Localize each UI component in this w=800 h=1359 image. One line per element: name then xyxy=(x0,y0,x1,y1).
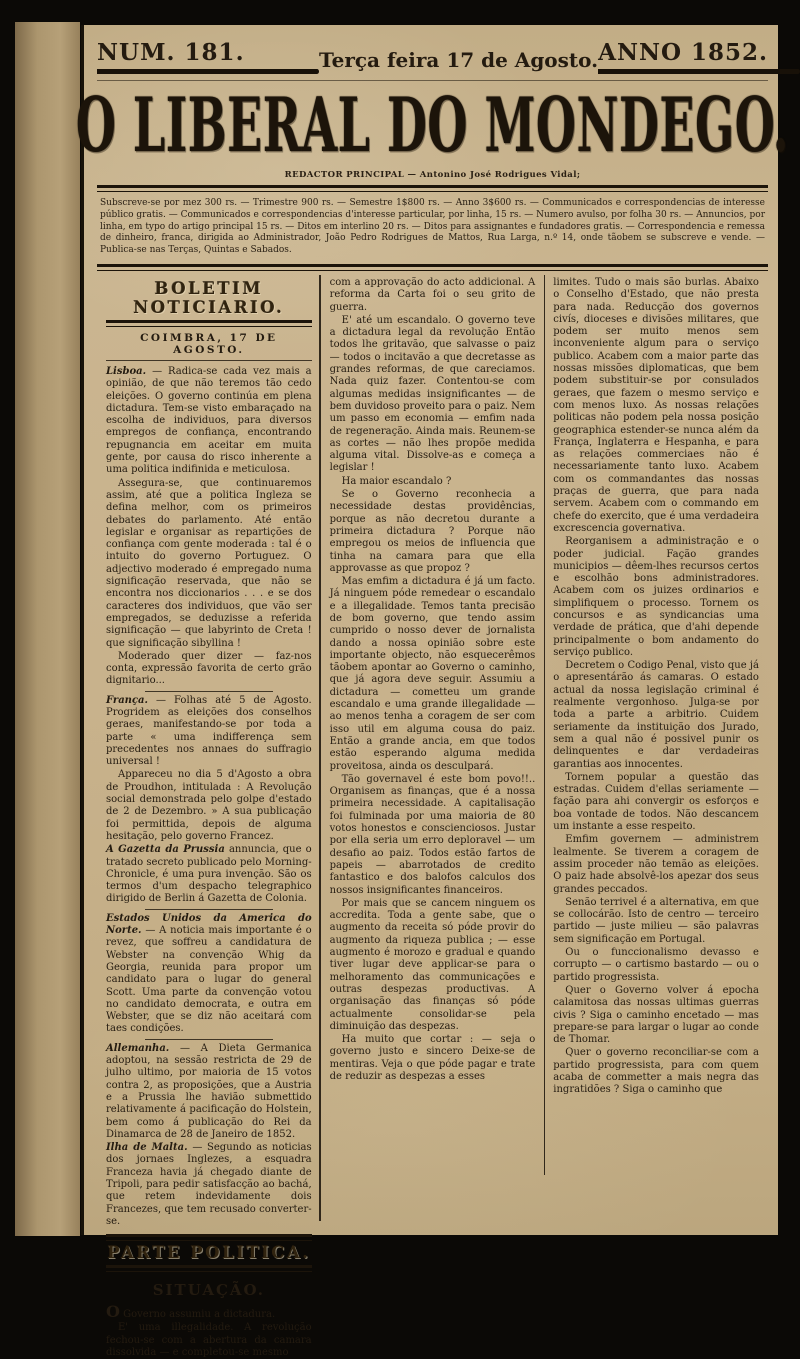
decorative-rule xyxy=(106,1265,312,1272)
decorative-rule xyxy=(598,69,800,74)
article-paragraph: limites. Tudo o mais são burlas. Abaixo o Conselho d'Estado, que não presta para nada. Reducção dos governos civís, dioceses e divisões militares, que podem ser muito menos sem inconveniente algum para o serviço publico. Acabem com a maior parte das nossas missões diplomaticas, que bem podem substituir-se por consulados geraes, que fazem o mesmo serviço e com menos luxo. As nossas relações politicas não podem pela nossa posição geographica estender-se nunca além da França, Inglaterra e Hespanha, e para as relações commerciaes não é necessariamente tanto luxo. Acabem com os commandantes das nossas praças de guerra, que para nada servem. Acabem com o commando em chefe do exercito, que é uma verdadeira excrescencia governativa. xyxy=(553,276,759,534)
article-paragraph: Tão governavel é este bom povo!!.. Organisem as finanças, que é a nossa primeira necessidade. A capitalisação foi fulminada por uma maioria de 80 votos honestos e conscienciosos. Justar por ella seria um erro deploravel — um desafio ao paiz. Todos estão fartos de papeis — abarrotados de credito fantastico e dos balofos calculos dos nossos insignificantes financeiros. xyxy=(329,773,536,896)
article-text: — Folhas até 5 de Agosto. Progridem as eleições dos conselhos geraes, manifestando-se por toda a parte « uma indifferença sem precedentes nos annaes do suffragio universal ! xyxy=(106,694,312,768)
article-paragraph: Quer o governo reconciliar-se com a partido progressista, para com quem acaba de commetter a mais negra das ingratidões ? Siga o caminho que xyxy=(553,1047,759,1096)
article-paragraph xyxy=(106,844,312,905)
issue-number: NUM. 181. xyxy=(97,39,245,66)
decorative-rule xyxy=(97,185,768,192)
bound-volume-gutter xyxy=(15,22,80,1236)
article-lead: Ilha de Malta. xyxy=(106,1142,188,1154)
article-paragraph xyxy=(106,366,312,477)
article-paragraph: E' até um escandalo. O governo teve a dictadura legal da revolução Então todos lhe gritavão, que salvasse o paiz — todos o incitavão a que decretasse as grandes reformas, de que careciamos. Nada quiz fazer. Contentou-se com algumas medidas insignificantes — de bem duvidoso proveito para o paiz. Nem um passo em economia — emfim nada de regeneração. Ainda mais. Reunem-se as cortes — não lhes propõe medida alguma vital. Dissolve-as e começa a legislar ! xyxy=(329,314,536,474)
article-paragraph: Emfim governem — administrem lealmente. Se tiverem a coragem de assim proceder não temão as eleições. O paiz hade absolvê-los apezar dos seus grandes peccados. xyxy=(553,834,759,895)
article-text: — A noticia mais importante é o revez, que soffreu a candidatura de Webster na convenção Whig da Georgia, reunida para propor um candidato para o lugar do general Scott. Uma parte da convenção votou no candidato democrata, e outra em Webster, que se diz não aceitará com taes condições. xyxy=(106,925,312,1035)
article-paragraph: com a approvação do acto addicional. A reforma da Carta foi o seu grito de guerra. xyxy=(329,276,536,313)
article-paragraph xyxy=(106,913,312,1036)
column-2 xyxy=(321,275,545,1227)
article-lead: França. xyxy=(106,694,148,706)
decorative-rule xyxy=(106,320,312,327)
article-text: — Segundo as noticias dos jornaes Inglezes, a esquadra Franceza havia já chegado diante de Tripoli, para pedir satisfacção ao bachá, que retem indevidamente dois Francezes, que tem recusado converter-se. xyxy=(106,1142,312,1227)
parte-politica-block xyxy=(106,1234,312,1359)
article-paragraph: Por mais que se cancem ninguem os accredita. Toda a gente sabe, que o augmento da receita só póde provir do augmento da riqueza publica ; — esse augmento é morozo e gradual e quando tiver lugar deve applicar-se para o melhoramento das communicações e outras despezas productivas. A organisação das finanças só póde actualmente consolidar-se pela diminuição das despezas. xyxy=(329,897,536,1032)
newspaper-page xyxy=(75,25,790,1359)
article-lead: A Gazetta da Prussia xyxy=(106,844,225,856)
newspaper-title: O LIBERAL DO MONDEGO. xyxy=(75,81,790,169)
article-paragraph: E' uma illegalidade. A revolução fechou-se com a abertura da camara dissolvida — e completou-se mesmo xyxy=(106,1322,312,1359)
article-paragraph: Moderado quer dizer — faz-nos conta, expressão favorita de certo grão dignitario... xyxy=(106,650,312,687)
article-paragraph xyxy=(106,1043,312,1141)
article-lead: Lisboa. xyxy=(106,365,147,377)
article-paragraph: Tornem popular a questão das estradas. Cuidem d'ellas seriamente — fação para ahi convergir os esforços e boa vontade de todos. Não descancem um instante a esse respeito. xyxy=(553,771,759,833)
article-lead: Allemanha. xyxy=(106,1042,170,1054)
article-separator xyxy=(145,1039,272,1040)
article-paragraph: Senão terrivel é a alternativa, em que se collocárão. Isto de centro — terceiro partido — juste milieu — são palavras sem significação em Portugal. xyxy=(553,896,759,945)
article-paragraph: Assegura-se, que continuaremos assim, até que a politica Ingleza se defina melhor, com os primeiros debates do parlamento. Até então legislar e organisar as repartições de confiança com gente moderada : tal é o intuito do governo Portuguez. O adjectivo moderado é empregado numa significação reservada, que não se encontra nos diccionarios . . . e se dos caracteres dos individuos, que vão ser empregados, se deduzisse a referida significação — que labyrinto de Creta ! que significação sibyllina ! xyxy=(106,477,312,649)
article-paragraph: Se o Governo reconhecia a necessidade destas providências, porque as não decretou durante a primeira dictadura ? Porque não empregou os meios de influencia que tinha na camara para que ella approvasse as que propoz ? xyxy=(329,489,536,574)
boletim-section-header: BOLETIM NOTICIARIO. xyxy=(133,278,285,317)
page-header xyxy=(97,39,768,74)
issue-number-block xyxy=(97,39,319,74)
article-paragraph: Decretem o Codigo Penal, visto que já o apresentárão ás camaras. O estado actual da nossa legislação criminal é realmente vergonhoso. Julga-se por toda a parte a arbitrio. Cuidem seriamente da instituição dos Jurado, sem a qual não é possivel punir os delinquentes e dar verdadeiras garantias aos innocentes. xyxy=(553,660,759,770)
column-1 xyxy=(97,275,321,1359)
decorative-rule xyxy=(106,1234,312,1241)
article-text: annuncia, que o tratado secreto publicado pelo Morning-Chronicle, é uma pura invenção. São os termos d'um despacho telegraphico dirigido de Berlin á Gazetta de Colonia. xyxy=(106,844,312,905)
article-paragraph: Reorganisem a administração e o poder judicial. Fação grandes municipios — dêem-lhes recursos certos e escolhão bons administradores. Acabem com os juizes ordinarios e simplifiquem o processo. Tornem os concursos e as syndicancias uma verdade de prática, que d'ahi depende principalmente o bom andamento do serviço publico. xyxy=(553,536,759,658)
masthead xyxy=(75,81,790,169)
article-paragraph xyxy=(106,1142,312,1228)
article-text: — A Dieta Germanica adoptou, na sessão restricta de 29 de julho ultimo, por maioria de 15 votos contra 2, as proposições, que a Austria e a Prussia lhe havião submettido relativamente á pacificação do Holstein, bem como á publicação do Rei da Dinamarca de 28 de Janeiro de 1852. xyxy=(106,1042,312,1140)
article-paragraph: Ha maior escandalo ? xyxy=(341,475,452,487)
editor-line: REDACTOR PRINCIPAL — Antonino José Rodrigues Vidal; xyxy=(284,170,581,180)
subscription-notice: Subscreve-se por mez 300 rs. — Trimestre 900 rs. — Semestre 1$800 rs. — Anno 3$600 rs. — Communicados e correspondencias de interesse público gratis. — Communicados e correspondencias d'interesse particular, por linha, 15 rs. — Numero avulso, por folha 30 rs. — Annuncios, por linha, em typo do artigo principal 15 rs. — Ditos em interlino 20 rs. — Ditos para assignantes e fundadores gratis. — Correspondencia e remessa de dinheiro, franca, dirigida ao Administrador, João Pedro Rodrigues de Mattos, Rua Larga, n.º 14, onde tãobem se subscreve e vende. — Publica-se nas Terças, Quintas e Sabados. xyxy=(100,198,765,256)
article-paragraph: Quer o Governo volver á epocha calamitosa das nossas ultimas guerras civis ? Siga o caminho encetado — mas prepare-se para largar o lugar ao conde de Thomar. xyxy=(553,984,759,1046)
column-3 xyxy=(544,275,768,1227)
decorative-rule xyxy=(97,69,319,74)
columns-area xyxy=(97,275,768,1359)
article-paragraph xyxy=(106,695,312,769)
article-paragraph: Mas emfim a dictadura é já um facto. Já ninguem póde remedear o escandalo e a illegalidade. Temos tanta precisão de bom governo, que tendo assim cumprido o nosso dever de jornalista dando a nossa opinião sobre este importante objecto, não esquecerêmos tãobem apontar ao Governo o caminho, que já agora deve seguir. Assumiu a dictadura — cometteu um grande escandalo e uma grande illegalidade — ao menos tenha a coragem de ser com isso util em alguma cousa do paiz. Então a grande ancia, em que todos estão esperando alguma medida proveitosa, ainda os desculpará. xyxy=(329,576,536,772)
article-paragraph: Ha muito que cortar : — seja o governo justo e sincero Deixe-se de mentiras. Veja o que póde pagar e trate de reduzir as despezas a esses xyxy=(329,1034,536,1082)
dateline: COIMBRA, 17 DE AGOSTO. xyxy=(140,331,278,356)
parte-politica-section-header: PARTE POLITICA. xyxy=(107,1243,311,1263)
year-block xyxy=(598,39,800,74)
article-lead: Estados Unidos da America do Norte. xyxy=(106,912,312,937)
edition-year: ANNO 1852. xyxy=(598,39,769,66)
article-paragraph: Ou o funccionalismo devasso e corrupto — o cartismo bastardo — ou o partido progressista. xyxy=(553,947,759,983)
decorative-rule xyxy=(106,360,312,361)
article-separator xyxy=(145,909,272,910)
subsection-title: SITUAÇÃO. xyxy=(152,1281,265,1300)
column-divider xyxy=(544,275,546,1175)
edition-date: Terça feira 17 de Agosto. xyxy=(319,48,599,72)
column-divider xyxy=(319,275,321,1221)
article-paragraph: Appareceu no dia 5 d'Agosto a obra de Proudhon, intitulada : A Revolução social demonstrada pelo golpe d'estado de 2 de Dezembro. » A sua publicação foi permittida, depois de alguma hesitação, pelo governo Francez. xyxy=(106,769,312,842)
article-separator xyxy=(145,691,272,692)
decorative-rule xyxy=(97,264,768,271)
article-text: — Radica-se cada vez mais a opinião, de que não teremos tão cedo eleições. O governo continúa em plena dictadura. Tem-se visto embaraçado na escolha de individuos, para diversos empregos de confiança, encontrando repugnancia em aceitar em muita gente, por causa do risco inherente a uma politica indifinida e meticulosa. xyxy=(106,365,312,476)
article-paragraph: O Governo assumiu a dictadura. xyxy=(106,1302,276,1322)
